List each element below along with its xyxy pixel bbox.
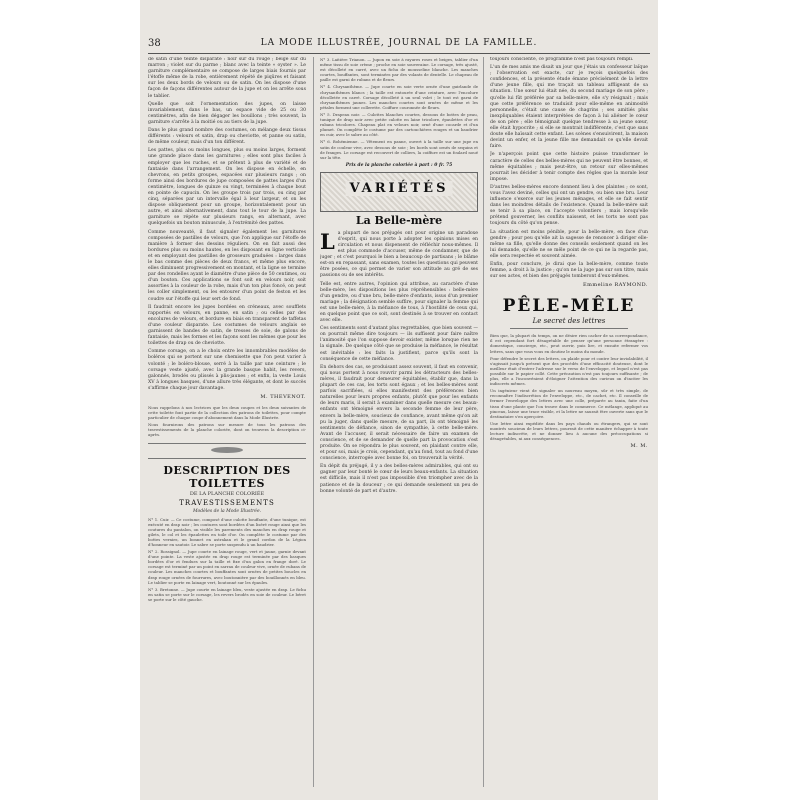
banner-title: VARIÉTÉS [346,181,453,196]
paragraph: D'autres belles-mères encore donnent lieu à des plaintes ; ce sont, vous l'avez deviné, celles qui ont un gendre, ou bien une bru. Leur influence s'exerce sur les jeunes ménages, et elle se fait sentir dans les moindres détails de l'existence. Quand la belle-mère sait se tenir à sa place, on l'accepte volontiers ; mais lorsqu'elle prétend gouverner, les conflits naissent, et les torts ne sont pas toujours du côté qu'on pense. [490,184,648,227]
small-note: Nous rappelons à nos lectrices que les deux coupes et les deux suivantes de cette toilette font partie de la collection des patrons de toilettes, pour compte particulier de chaque coupe d'abonnement dans la Mode Illustrée. [148,404,306,421]
section-subtitle: DE LA PLANCHE COLORIÉE [189,490,265,497]
paragraph: Comme nouveauté, il faut signaler également les garnitures composées de pastilles de velours, que l'on applique sur l'étoffe de manière à former des dessins réguliers. On en fait aussi des bordures plus ou moins hautes, en les disposant en ligne verticale et en employant des pastilles de grosseurs graduées : larges dans le bas comme des pièces de deux francs, et même plus encore, elles diminuent progressivement en montant, et la ligne se termine par des rondelles ayant le diamètre d'une pièce de 50 centimes, ou d'un bouton. Ces applications se font soit en velours noir, soit assorties à la couleur de la robe, mais d'un ton plus foncé, on peut les coller simplement, ou les entourer d'un point de feston et les coudre sur l'étoffe qui leur sert de fond. [148,229,306,302]
paragraph: Bien que, la plupart du temps, on ne désire rien cacher de sa correspondance, il est cependant fort désagréable de penser qu'une personne étrangère : domestique, concierge, etc., peut ouvrir, puis lire, et ensuite refermer vos lettres, sans que vous vous en doutiez le moins du monde. [490,333,648,354]
costume-description: N° 6. Bohémienne. — Vêtement en panne, ouvert à la taille sur une jupe en satin de couleur vive, avec dessous de soie ; les bords sont ornés de sequins et de franges. Le corsage est recouvert de colliers, la coiffure est un foulard noué sur la tête. [320,139,478,160]
costume-description: N° 4. Chrysanthème. — Jupe courte en soie verte ornée d'une guirlande de chrysanthèmes blancs ; la taille est entourée d'une ceinture, avec l'encolure décolletée en carré. Corsage décolleté à un seul volet ; le tout est garni de chrysanthèmes jaunes. Les manches courtes sont ornées de même et les pétales forment une collerette. Coiffure couronnée de fleurs. [320,84,478,110]
paragraph [320,228,478,280]
paragraph: Les pattes, plus ou moins longues, plus ou moins larges, forment une grande place dans les garnitures ; elles sont plus faciles à employer que les ruches, et se prêtent à plus de variété et de fantaisie dans l'arrangement. On les dispose en échelle, en chevrons, en petits groupes, espacées sur plusieurs rangs ; on forme ainsi des bordures de jupe composées de pattes larges d'un centimètre, longues de quinze ou vingt, terminées à chaque bout en pointe de capucin. On les groupe trois par trois, ou cinq par cinq, séparées par un intervalle égal à leur largeur, et on les dispose obliquement pour un groupe, horizontalement pour un autre, et ainsi alternativement, dans tout le tour de la jupe. La garniture se répète sur plusieurs rangs, en alternant, avec quelquefois un bouton minuscule, à l'extrémité des pattes. [148,148,306,227]
ornament-divider [148,443,306,459]
section-title: DESCRIPTION DES TOILETTES [163,463,291,490]
costume-description: N° 3. Laitière Trianon. — Jupon en soie à rayures roses et beiges, tablier d'un même tissu de soie crème ; proche en soie souveraine. Le corsage, très ajusté, est décolleté en carré, avec un fichu de mousseline blanche. Les manches courtes, bouffantes, sont terminées par des volants de dentelle. Le chapeau de paille est garni de rubans et de fleurs. [320,57,478,83]
costume-description: N° 1. Cuir. — Ce costume, composé d'une culotte bouffante, d'une tunique, est exécuté en drap noir ; les coutures sont bordées d'un liséré rouge ainsi que les coutures du pantalon, on visible les parements des manches en drap rouge et gilets, le col et les épaulettes en toile d'or. On complète le costume par des bottes vernies, un bonnet en astrakan et le grand cordon de la Légion d'honneur en sautoir. Le sabre se porte suspendu à un baudrier. [148,516,306,547]
header-rule [148,53,650,54]
column-divider [313,57,314,787]
varietes-banner [320,172,478,212]
paragraph-text: a plupart de nos préjugés ont pour origine un paradoxe d'esprit, qui nous porte à adopter les opinions mises en circulation et nous dispensent de réfléchir nous-mêmes. Il est plus commode d'accuser, même de condamner, que de juger ; et c'est pourquoi le bien a beaucoup de partisans ; le blâme est-on en repassant, sans examen, toutes les questions qui peuvent être posées, ce qui permet de varier son attitude au gré de ses passions ou de ses intérêts. [320,230,478,279]
paragraph: Quelle que soit l'ornementation des jupes, on laisse invariablement, dans le bas, un espace vide de 25 ou 30 centimètres, afin de bien dégager les bouillons ; très souvent, la garniture s'arrête à la moitié ou au tiers de la jupe. [148,101,306,125]
paragraph: toujours consciente, ce programme n'est pas toujours rempli. [490,57,634,62]
paragraph: Comme corsage, on a le choix entre les innombrables modèles de boléros qui se portent sur une chemisette que l'on peut varier à volonté ; le boléro-blouse, serré à la taille par une ceinture ; le corsage veste ajusté, avec la grande basque habit, les revers, galonnés, brodés ou plissés à plis-jaunes ; et enfin, la veste Louis XV à longues basques, d'une allure très élégante, et dont le succès s'affirme chaque jour davantage. [148,349,306,391]
paragraph: Un ingénieur vient de signaler un nouveau moyen, sûr et très simple, de reconnaître l'indiscrétion de l'enveloppe, etc., de cachet, etc. Il conseille de fermer l'enveloppe des lettres avec une colle, préparée au tanin, faite d'un tissu d'une plante que l'on trouve dans le commerce. Ce mélange, appliqué au pinceau, laisse une trace visible, et la lettre ne saurait être ouverte sans que le destinataire s'en aperçoive. [490,388,648,419]
paragraph: La situation est moins pénible, pour la belle-mère, en face d'un gendre ; pour peu qu'elle ait la sagesse de renoncer à diriger elle-même sa fille, qu'elle donne des conseils seulement quand on les lui demande, qu'elle ne se mêle point de ce qui ne la regarde pas, elle sera respectée et souvent aimée. [490,229,648,259]
paragraph: de satin d'une teinte disparate : noir sur du rouge ; beige sur du marron ; violet sur du parme ; blanc avec la teinte « oyster ». Le garniture complémentaire se compose de larges biais fournis par l'étoffe même de la robe, entièrement répété de piqûres et faisant sur les deux bords de velours ou de satin. On les dispose d'une façon de façons différentes autour de la jupe et on les arrête sous le tablier. [148,57,306,99]
author-signature: Emmeline RAYMOND. [582,282,648,289]
paragraph: En dehors des cas, se produisant assez souvent, il faut en convenir, qui nous portent à nous rouvrir parmi les détracteurs des belles-mères, il faudrait pour demeurer équitables, établir que, dans la plupart de ces cas, les torts sont égaux ; et les belles-mères sont parfois sacrifiées, si elles manifestent des préférences bien naturelles pour leurs propres enfants, plutôt que pour les enfants de leurs maris, il serait à examiner dans quelle mesure ces beaux-enfants ont témoigné envers la seconde femme de leur père, envers la belle-mère, soucieux de confiance, avant même qu'on ait pu la juger, dans quelle mesure, de sa part, ils ont témoigné les sentiments de défiance, sinon de sympathie, à cette belle-mère. Avant de l'accuser, il serait nécessaire de faire un examen de conscience, et de se demander de quelle part la provocation s'est produite. On se répondra le plus souvent, en plaidant contre elle, et pour soi, mais je crois, cependant, qu'au fond, tout au fond d'une conscience, interrogée avec bonne foi, on trouverait la vérité. [320,364,478,462]
section-subheading: TRAVESTISSEMENTS [179,498,275,507]
costume-description: N° 2. Rossignol. — Jupe courte en lainage rouge, vert et jaune, garnie devant d'une pointe. La veste ajustée en drap rouge est terminée par des basques bordées d'or et fendues sur la taille et fixe d'un galon en frange doré. Le corsage est terminé par un point en sarrau de couleur vive, ornée de rubans de couleur. Les manches courtes et bouffantes sont ornées de petites boucles en drap rouge ornées de fourrures, avec boutonnière par des bouillonnés en bleu. Le tablier se porte en lainage vert, boutonné sur les épaules. [148,549,306,585]
page-number: 38 [148,38,161,49]
page-header [148,38,650,52]
divider [510,328,628,329]
paragraph: L'un de mes amis me disait un jour que j'étais un confesseur laïque ; l'observation est exacte, car je reçois quelquefois des confidences, et la présente étude émane précisément de la lettre d'une jeune fille, qui me traçait un tableau affligeant de sa situation. Une sœur lui était née, du second mariage de son père ; qu'elle lui fût préférée par sa belle-mère, elle s'y résignait ; mais que cette préférence se traduisit pour elle-même en animosité personnelle, c'était une cause de chagrins ; ses amitiés plus inexpliquables étaient interprétées de façon à lui aliéner le cœur de son père ; elle témoignait quelque tendresse à sa jeune sœur, elle était hypocrite ; si elle se montrait indifférente, c'est que sans doute elle haïssait cette enfant. Les scènes s'ensuivirent, la maison devint un enfer, et la jeune fille me demandait ce qu'elle devait faire. [490,65,648,150]
article-title: La Belle-mère [355,213,443,227]
small-note: Nous fournirons des patrons sur mesure de tous les patrons des travestissements de la planche coloriée, dont on trouvera la description ci-après. [148,422,306,438]
pele-mele-subtitle: Le secret des lettres [532,317,606,326]
column-3 [490,57,648,787]
pele-mele-title: PÊLE-MÊLE [502,296,636,317]
paragraph: Une lettre ainsi expédiée dans les pays chauds ou étrangers, qui se sont montrés soucieux de leurs lettres, pourrait de cette manière échapper à toute lecture indiscrète, et ne donner lieu à aucune des préoccupations si désagréables, ni aux conséquences. [490,420,648,442]
column-divider [483,57,484,787]
paragraph: Enfin, pour conclure, je dirai que la belle-mère, comme toute femme, a droit à la justice ; qu'on ne la juge pas sur son titre, mais sur ses actes, et bien des préjugés tomberont d'eux-mêmes. [490,262,648,280]
column-2 [320,57,478,787]
newspaper-page [140,0,658,800]
author-signature: M. M. [630,443,648,450]
section-model-note: Modèles de la Mode Illustrée. [192,508,262,514]
paragraph: Ces sentiments sont d'autant plus regrettables, que bien souvent — on pourrait même dire toujours — ils suffisent pour faire naître l'animosité que l'on suppose devoir exister, même lorsque rien ne la signale. De quelque côté que se produise la méfiance, le résultat est inévitable : les faits la justifient, parce qu'ils sont la conséquence de cette méfiance. [320,326,478,362]
drop-cap: L [320,228,335,254]
paragraph: Telle est, entre autres, l'opinion qui attribue, au caractère d'une belle-mère, les dispositions les plus répréhensibles : belle-mère d'un gendre, ou d'une bru, belle-mère d'enfants, issus d'un premier mariage ; la désignation semble suffire, pour signaler la femme qui est une belle-mère, à la méfiance de tous, à l'hostilité de ceux qui, en quelque point que ce soit, sont destinés à se trouver en contact avec elle. [320,281,478,324]
paragraph: Je n'aperçois point que cette histoire puisse transformer le caractère de celles des belles-mères qui ne peuvent être bonnes, et même équitables ; mais peut-être, un retour sur elles-mêmes pourrait les décider à tenir compte des règles que la morale leur impose. [490,152,648,182]
paragraph: En dépit du préjugé, il y a des belles-mères admirables, qui ont su gagner par leur bonté le cœur de leurs beaux-enfants. La situation est difficile, mais il n'est pas impossible d'en triompher avec de la patience et de la douceur ; ce qui demande seulement un peu de bonne volonté de part et d'autre. [320,464,478,494]
journal-title: LA MODE ILLUSTRÉE, JOURNAL DE LA FAMILLE. [260,38,538,48]
costume-description: N° 5. Drapeau noir. — Culottes blanches courtes, dessous de bottes de peau, tunique de drap noir avec petite calotte en laine tricolore, épaulettes d'or et rubans tricolores. Chapeau plat en velours noir, orné d'une cocarde et d'un plumet. On complète le costume par des cartouchières rouges et un baudrier en cuir, avec le sabre au côté. [320,111,478,138]
paragraph: Il faudrait encore les jupes bordées en créneaux, avec soufflets rapportés en velours, en panne, en satin ; ou celles par des encolures de velours, et bordure en biais en transparent de taffetas d'une couleur disparate. Les costumes de velours anglais se garnissent de bandes de satin, de tresses de soie, de galons de fantaisie, mais les formes et les façons sont les mêmes que pour les toilettes de drap ou de cheviotte. [148,304,306,347]
column-1 [148,57,306,787]
paragraph: Pour défendre le secret des lettres, on plaide pour et contre leur inviolabilité, il s'agissait jusqu'à présent que des procédés d'une efficacité douteuse, dont le meilleur était d'entrer l'adresse sur le verso de l'enveloppe, et lequel n'est pas possible sur le papier collé. Cette précaution n'est pas toujours suffisante ; de plus, elle a l'inconvénient d'éloigner l'attention des curieux on d'inciter les indiscrets mêmes. [490,355,648,387]
costume-description: N° 3. Bretonne. — Jupe courte en lainage bleu, veste ajustée en drap. Le fichu en satin se porte sur le corsage, les revers brodés en soie de couleur. Le béret se porte sur le côté gauche. [148,586,306,602]
paragraph: Dans le plus grand nombre des costumes, on mélange deux tissus différents : velours et satin, drap ou cheviotte, et panne ou satin, de même couleur, mais d'un ton différent. [148,128,306,146]
author-signature: M. THEVENOT. [260,393,306,400]
price-note: Prix de la planche coloriée à part : 0 fr. 75 [345,162,453,168]
